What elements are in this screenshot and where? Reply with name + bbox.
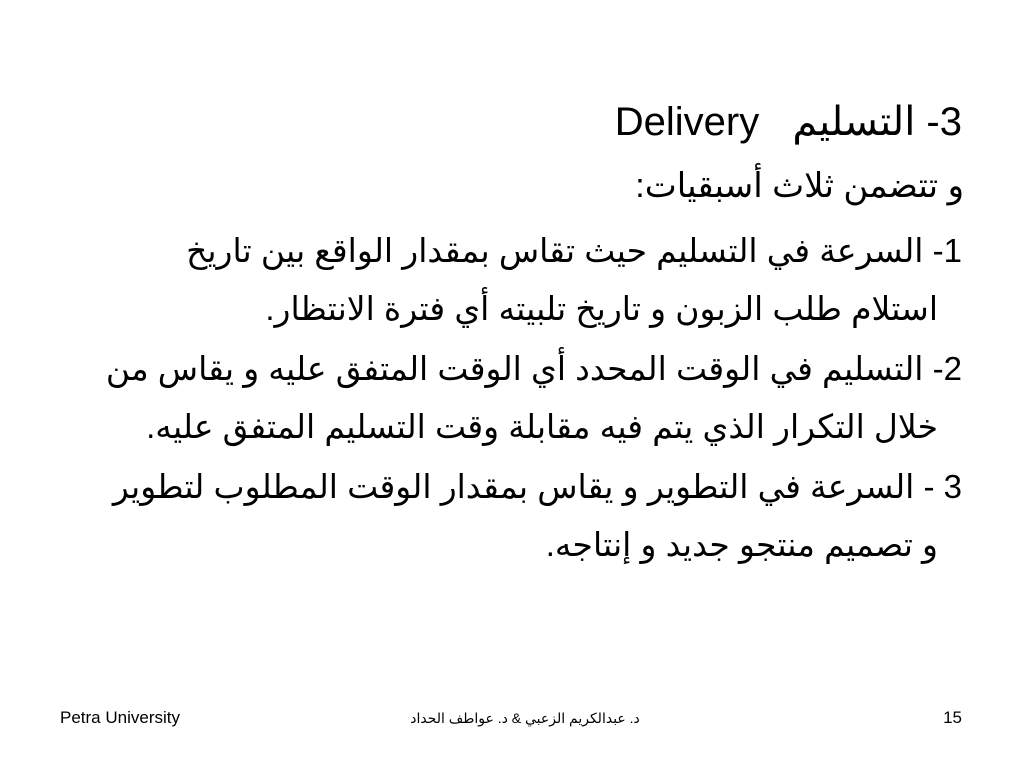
intro-text: و تتضمن ثلاث أسبقيات: <box>635 167 964 205</box>
title-english: Delivery <box>614 100 760 144</box>
points-list <box>102 222 962 576</box>
title-arabic: 3- التسليم <box>792 100 962 144</box>
point-2: 2- التسليم في الوقت المحدد أي الوقت المتفق عليه و يقاس من خلال التكرار الذي يتم فيه مقابلة وقت التسليم المتفق عليه. <box>105 350 962 445</box>
slide-footer <box>0 700 1024 736</box>
footer-authors: د. عبدالكريم الزعبي & د. عواطف الحداد <box>410 710 640 726</box>
point-3: 3 - السرعة في التطوير و يقاس بمقدار الوقت المطلوب لتطوير و تصميم منتجو جديد و إنتاجه. <box>112 468 962 563</box>
point-1: 1- السرعة في التسليم حيث تقاس بمقدار الواقع بين تاريخ استلام طلب الزبون و تاريخ تلبيته أي فترة الانتظار. <box>186 232 962 327</box>
page-number: 15 <box>943 708 962 727</box>
slide-title <box>615 92 962 152</box>
footer-institution: Petra University <box>60 708 180 727</box>
